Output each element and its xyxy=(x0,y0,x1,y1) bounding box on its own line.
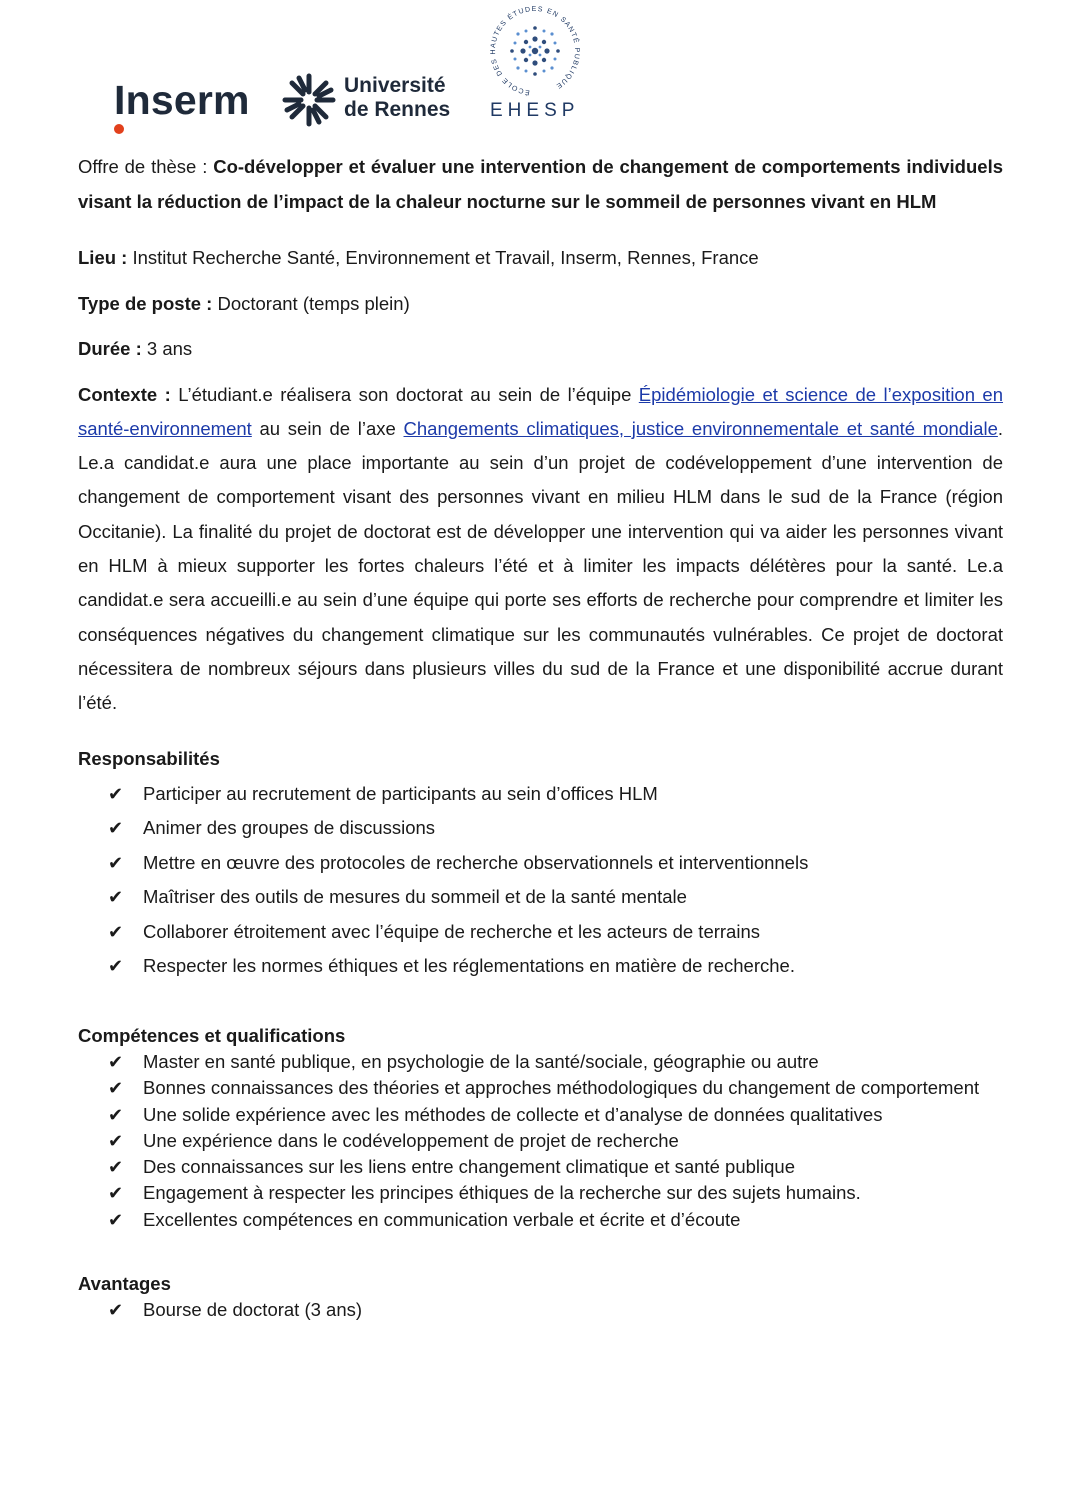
list-item xyxy=(78,1297,1003,1323)
logo-header xyxy=(0,0,1080,140)
duree-label: Durée : xyxy=(78,338,147,359)
field-type-poste xyxy=(78,287,1003,322)
list-item-text: Une expérience dans le codéveloppement de projet de recherche xyxy=(143,1129,679,1151)
list-item xyxy=(78,1207,1003,1233)
duree-value: 3 ans xyxy=(146,338,193,359)
list-item xyxy=(78,915,1003,950)
checkmark-icon: ✔ xyxy=(108,1209,124,1230)
type-poste-value: Doctorant (temps plein) xyxy=(217,292,410,314)
avantages-heading: Avantages xyxy=(78,1273,171,1295)
list-item-text: Respecter les normes éthiques et les réglementations en matière de recherche. xyxy=(143,955,795,977)
universite-line2: de Rennes xyxy=(344,98,451,121)
list-item-text: Engagement à respecter les principes éthiques de la recherche sur des sujets humains. xyxy=(143,1182,861,1204)
inserm-logo: Inserm xyxy=(114,77,250,123)
list-item-text: Excellentes compétences en communication verbale et écrite et d’écoute xyxy=(143,1208,741,1230)
list-item-text: Des connaissances sur les liens entre changement climatique et santé publique xyxy=(143,1156,795,1178)
checkmark-icon: ✔ xyxy=(108,818,124,839)
checkmark-icon: ✔ xyxy=(108,1130,124,1151)
checkmark-icon: ✔ xyxy=(108,1051,124,1072)
competences-heading: Compétences et qualifications xyxy=(78,1024,346,1046)
list-item xyxy=(78,1075,1003,1101)
list-item xyxy=(78,1180,1003,1206)
ehesp-seal-text: ÉCOLE DES HAUTES ÉTUDES EN SANTÉ PUBLIQUE xyxy=(490,5,581,96)
field-lieu xyxy=(78,241,1003,276)
offer-title-prefix: Offre de thèse : xyxy=(78,156,214,177)
universite-rennes-logo xyxy=(344,74,450,122)
list-item xyxy=(78,1128,1003,1154)
list-item-text: Master en santé publique, en psychologie de la santé/sociale, géographie ou autre xyxy=(143,1050,819,1072)
list-item-text: Maîtriser des outils de mesures du sommeil et de la santé mentale xyxy=(143,886,687,908)
list-item xyxy=(78,949,1003,984)
avantages-list xyxy=(78,1297,1003,1323)
list-item-text: Animer des groupes de discussions xyxy=(143,817,436,839)
list-item xyxy=(78,1049,1003,1075)
field-duree xyxy=(78,332,1003,367)
team-link[interactable]: Épidémiologie et science de l’exposition en santé-environnement xyxy=(78,383,1004,439)
checkmark-icon: ✔ xyxy=(108,783,124,804)
context-body: . Le.a candidat.e aura une place importante au sein d’un projet de codéveloppement d’une intervention de changement de comportement visant des personnes vivant en milieu HLM dans le sud de la France (région Occitanie). La finalité du projet de doctorat est de développer une intervention qui va aider les personnes vivant en HLM à mieux supporter les fortes chaleurs l’été et à limiter les impacts délétères pour la santé. Le.a candidat.e sera accueilli.e au sein d’une équipe qui porte ses efforts de recherche pour comprendre et limiter les conséquences négatives du changement climatique sur les communautés vulnérables. Ce projet de doctorat nécessitera de nombreux séjours dans plusieurs villes du sud de la France et une disponibilité accrue durant l’été. xyxy=(78,417,1004,714)
list-item-text: Participer au recrutement de participants au sein d’offices HLM xyxy=(143,782,658,804)
checkmark-icon: ✔ xyxy=(108,921,124,942)
inserm-logo-dot xyxy=(114,124,124,134)
responsabilites-list xyxy=(78,777,1003,984)
context-paragraph xyxy=(78,378,1003,721)
checkmark-icon: ✔ xyxy=(108,1183,124,1204)
ehesp-logo-text: EHESP xyxy=(490,100,580,121)
lieu-label: Lieu : xyxy=(78,247,133,268)
universite-line1: Université xyxy=(344,74,446,97)
list-item-text: Une solide expérience avec les méthodes de collecte et d’analyse de données qualitatives xyxy=(143,1103,883,1125)
axis-link[interactable]: Changements climatiques, justice environnementale et santé mondiale xyxy=(403,417,998,439)
list-item xyxy=(78,880,1003,915)
list-item xyxy=(78,777,1003,812)
checkmark-icon: ✔ xyxy=(108,956,124,977)
context-label: Contexte : xyxy=(78,383,179,405)
list-item-text: Collaborer étroitement avec l’équipe de recherche et les acteurs de terrains xyxy=(143,920,760,942)
ehesp-seal-icon xyxy=(486,3,584,99)
list-item-text: Bonnes connaissances des théories et approches méthodologiques du changement de comportement xyxy=(143,1077,980,1099)
checkmark-icon: ✔ xyxy=(108,1157,124,1178)
list-item xyxy=(78,846,1003,881)
responsabilites-heading: Responsabilités xyxy=(78,748,220,770)
checkmark-icon: ✔ xyxy=(108,1078,124,1099)
list-item xyxy=(78,811,1003,846)
checkmark-icon: ✔ xyxy=(108,1300,124,1321)
offer-title xyxy=(78,150,1003,219)
type-poste-label: Type de poste : xyxy=(78,292,218,314)
job-offer-document xyxy=(78,150,1003,1323)
list-item xyxy=(78,1102,1003,1128)
list-item-text: Mettre en œuvre des protocoles de recherche observationnels et interventionnels xyxy=(143,851,809,873)
lieu-value: Institut Recherche Santé, Environnement et Travail, Inserm, Rennes, France xyxy=(132,247,759,268)
checkmark-icon: ✔ xyxy=(108,852,124,873)
list-item-text: Bourse de doctorat (3 ans) xyxy=(143,1299,363,1321)
checkmark-icon: ✔ xyxy=(108,1104,124,1125)
context-middle: au sein de l’axe xyxy=(251,417,404,439)
offer-title-text: Co-développer et évaluer une intervention de changement de comportements individuels visant la réduction de l’impact de la chaleur nocturne sur le sommeil de personnes vivant en HLM xyxy=(78,156,1003,212)
universite-rennes-emblem-icon xyxy=(281,72,337,128)
list-item xyxy=(78,1154,1003,1180)
context-intro: L’étudiant.e réalisera son doctorat au sein de l’équipe xyxy=(178,383,639,405)
competences-list xyxy=(78,1049,1003,1233)
checkmark-icon: ✔ xyxy=(108,887,124,908)
